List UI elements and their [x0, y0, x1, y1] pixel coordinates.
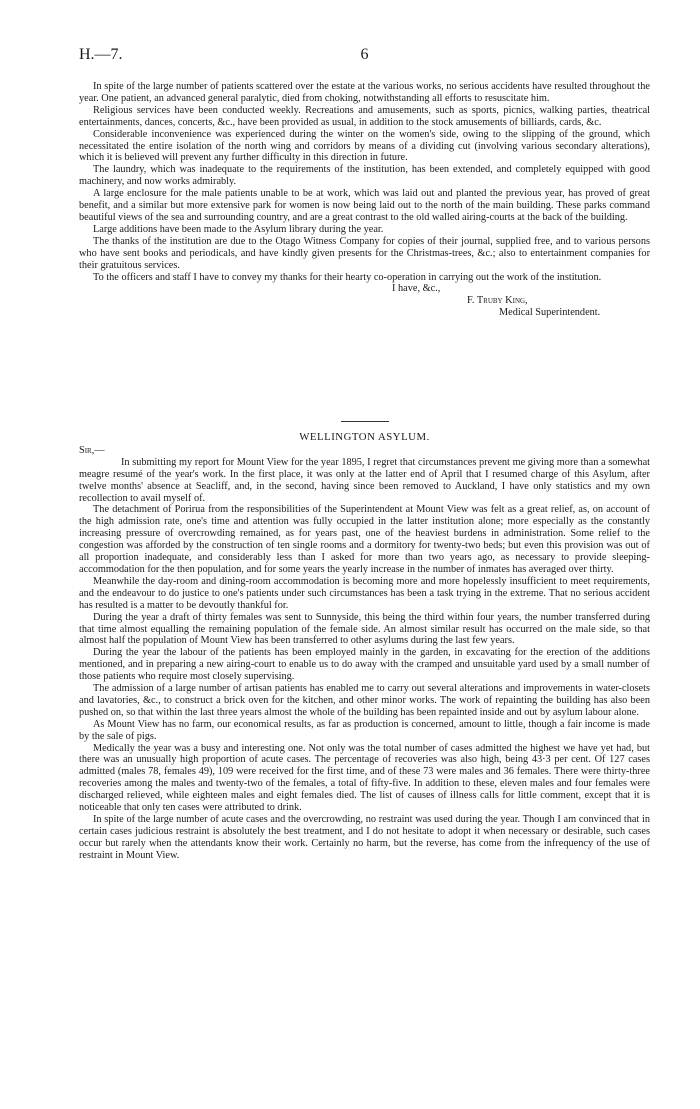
paragraph: Meanwhile the day-room and dining-room accommodation is becoming more and more hopelessly insufficient to meet requirements, and the endeavour to do justice to one's patients under such circumstances has been a task trying in the extreme. That no serious accident has resulted is a matter to be devoutly thankful for.	[79, 575, 650, 611]
document-code: H.—7.	[79, 46, 123, 63]
paragraph: The laundry, which was inadequate to the requirements of the institution, has been extended, and completely equipped with good machinery, and now works admirably.	[79, 164, 650, 188]
page-number: 6	[360, 46, 369, 63]
page-header	[79, 46, 650, 66]
paragraph: The admission of a large number of artisan patients has enabled me to carry out several alterations and improvements in water-closets and lavatories, &c., to construct a brick oven for the kitchen, and other minor works. The work of repainting the building has also been pushed on, so that within the last three years almost the whole of the building has been repainted inside and out by asylum labour alone.	[79, 683, 650, 718]
paragraph: In spite of the large number of patients scattered over the estate at the various works, no serious accidents have resulted throughout the year. One patient, an advanced general paralytic, died from choking, notwithstanding all efforts to resuscitate him.	[79, 81, 650, 104]
section-title: WELLINGTON ASYLUM.	[299, 431, 430, 443]
paragraph: During the year a draft of thirty females was sent to Sunnyside, this being the third within four years, the number transferred during that time almost equalling the remaining population of the female side. An almost similar result has occurred on the male side, so that almost half the population of Mount View has been transferred to other asylums during the last few years.	[79, 611, 650, 647]
paragraph: Large additions have been made to the Asylum library during the year.	[93, 223, 384, 235]
otago-report-section	[79, 81, 650, 321]
paragraph: The thanks of the institution are due to the Otago Witness Company for copies of their journal, supplied free, and to various persons who have sent books and periodicals, and have kindly given presents for the Christmas-trees, &c.; also to entertainment companies for their gratuitous services.	[79, 235, 650, 271]
signatory-title: Medical Superintendent.	[499, 307, 601, 319]
paragraph: During the year the labour of the patients has been employed mainly in the garden, in excavating for the erection of the additions mentioned, and in preparing a new airing-court to enable us to do away with the cramped and unsuitable yard used by a small number of those patients who require most closely supervising.	[79, 647, 650, 683]
paragraph: To the officers and staff I have to convey my thanks for their hearty co-operation in carrying out the work of the institution.	[93, 271, 602, 283]
paragraph: In submitting my report for Mount View for the year 1895, I regret that circumstances prevent me giving more than a somewhat meagre resumé of the year's work. In the first place, it was only at the latter end of April that I resumed charge of this Asylum, after twelve months' absence at Seacliff, and, in the second, having since been removed to Auckland, I have only statistics and my own recollection to avail myself of.	[79, 456, 650, 504]
signatory-name: F. Truby King,	[467, 295, 528, 307]
paragraph: As Mount View has no farm, our economical results, as far as production is concerned, amount to little, though a fair income is made by the sale of pigs.	[79, 718, 650, 742]
salutation: Sir,—	[79, 444, 105, 456]
section-divider	[341, 421, 389, 422]
paragraph: In spite of the large number of acute cases and the overcrowding, no restraint was used during the year. Though I am convinced that in certain cases judicious restraint is absolutely the best treatment, and I do not hesitate to adopt it when necessary or desirable, such cases occur but rarely when the attendants know their work. Certainly no harm, but the reverse, has come from the infrequency of the use of restraint in Mount View.	[79, 814, 650, 861]
signature-block	[79, 283, 650, 321]
paragraph: A large enclosure for the male patients unable to be at work, which was laid out and planted the previous year, has proved of great benefit, and a similar but more extensive park for women is now being laid out to the north of the main building. These parks command beautiful views of the sea and surrounding country, and are a great contrast to the old walled airing-courts at the back of the building.	[79, 188, 650, 223]
paragraph: Medically the year was a busy and interesting one. Not only was the total number of cases admitted the highest we have yet had, but there was an unusually high proportion of acute cases. The percentage of recoveries was also high, being 43·3 per cent. Of 127 cases admitted (males 78, females 49), 109 were received for the first time, and of these 73 were males and 36 females. There were thirty-three recoveries among the males and twenty-two of the females, a total of fifty-five. In addition to these, eleven males and four females were discharged relieved, while eighteen males and eight females died. The list of causes of illness calls for little comment, except that it is noticeable that only ten cases were attributed to drink.	[79, 742, 650, 814]
paragraph: Religious services have been conducted weekly. Recreations and amusements, such as sports, picnics, walking parties, theatrical entertainments, dances, concerts, &c., have been provided as usual, in addition to the stock amusements of billiards, cards, &c.	[79, 104, 650, 128]
wellington-asylum-section	[79, 421, 650, 862]
paragraph: The detachment of Porirua from the responsibilities of the Superintendent at Mount View was felt as a great relief, as, on account of the high admission rate, one's time and attention was fully occupied in the latter institution alone; more especially as the constantly increasing pressure of overcrowding remained, as for years past, one of the heaviest burdens in administration. Some relief to the congestion was afforded by the construction of ten single rooms and a dormitory for twenty-two beds; but even this provision was out of all proportion inadequate, and considerably less than I asked for more than two years ago, as necessary to provide sleeping-accommodation for the then population, and for some years the yearly increase in the number of inmates has averaged over thirty.	[79, 504, 650, 575]
closing-formula: I have, &c.,	[392, 283, 441, 295]
paragraph: Considerable inconvenience was experienced during the winter on the women's side, owing to the slipping of the ground, which necessitated the entire isolation of the north wing and corridors by means of a dividing cut (involving various secondary alterations), which it is believed will prevent any further difficulty in this direction in future.	[79, 128, 650, 164]
